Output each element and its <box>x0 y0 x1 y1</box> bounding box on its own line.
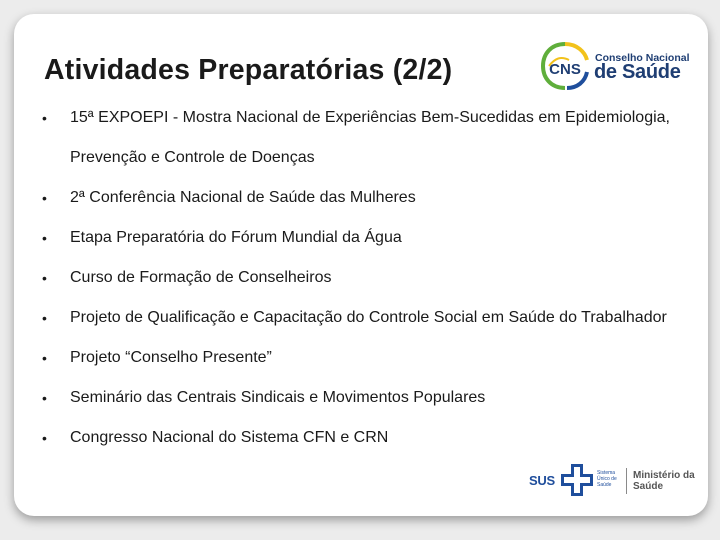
bullet-dot: • <box>42 350 47 366</box>
bullet-item <box>30 378 690 418</box>
sus-logo-text: SUS <box>529 473 555 488</box>
bullet-text: 15ª EXPOEPI - Mostra Nacional de Experiências Bem-Sucedidas em Epidemiologia, Prevenção e Controle de Doenças <box>70 109 670 166</box>
bullet-text: Etapa Preparatória do Fórum Mundial da Água <box>70 229 402 246</box>
cns-logo-icon <box>539 38 591 94</box>
ministerio-logo <box>633 470 695 492</box>
bullet-text: Congresso Nacional do Sistema CFN e CRN <box>70 429 389 446</box>
bullet-item <box>30 218 690 258</box>
sus-cross-icon <box>559 462 595 498</box>
bullet-item <box>30 338 690 378</box>
cns-logo-mark: CNS <box>549 61 581 78</box>
bullet-dot: • <box>42 270 47 286</box>
bullet-item <box>30 98 690 178</box>
bullet-dot: • <box>42 310 47 326</box>
cns-logo <box>539 38 704 94</box>
footer-logos <box>529 460 704 500</box>
cns-logo-line1: Conselho Nacional <box>595 52 690 64</box>
bullet-item <box>30 298 690 338</box>
bullet-text: Curso de Formação de Conselheiros <box>70 269 332 286</box>
bullet-dot: • <box>42 390 47 406</box>
bullet-text: Projeto “Conselho Presente” <box>70 349 272 366</box>
bullet-dot: • <box>42 430 47 446</box>
bullet-list <box>30 98 690 458</box>
slide <box>14 14 708 516</box>
cns-logo-line2: de Saúde <box>594 61 681 83</box>
bullet-dot: • <box>42 230 47 246</box>
bullet-dot: • <box>42 190 47 206</box>
bullet-dot: • <box>42 110 47 126</box>
bullet-item <box>30 178 690 218</box>
bullet-item <box>30 258 690 298</box>
footer-divider <box>626 468 627 494</box>
ministerio-line1: Ministério da <box>633 470 695 481</box>
sus-small-text: Sistema Único de Saúde <box>597 470 617 488</box>
bullet-text: 2ª Conferência Nacional de Saúde das Mulheres <box>70 189 416 206</box>
ministerio-line2: Saúde <box>633 481 664 492</box>
bullet-text: Seminário das Centrais Sindicais e Movimentos Populares <box>70 389 486 406</box>
slide-title: Atividades Preparatórias (2/2) <box>44 54 453 86</box>
bullet-item <box>30 418 690 458</box>
bullet-text: Projeto de Qualificação e Capacitação do Controle Social em Saúde do Trabalhador <box>70 309 667 326</box>
